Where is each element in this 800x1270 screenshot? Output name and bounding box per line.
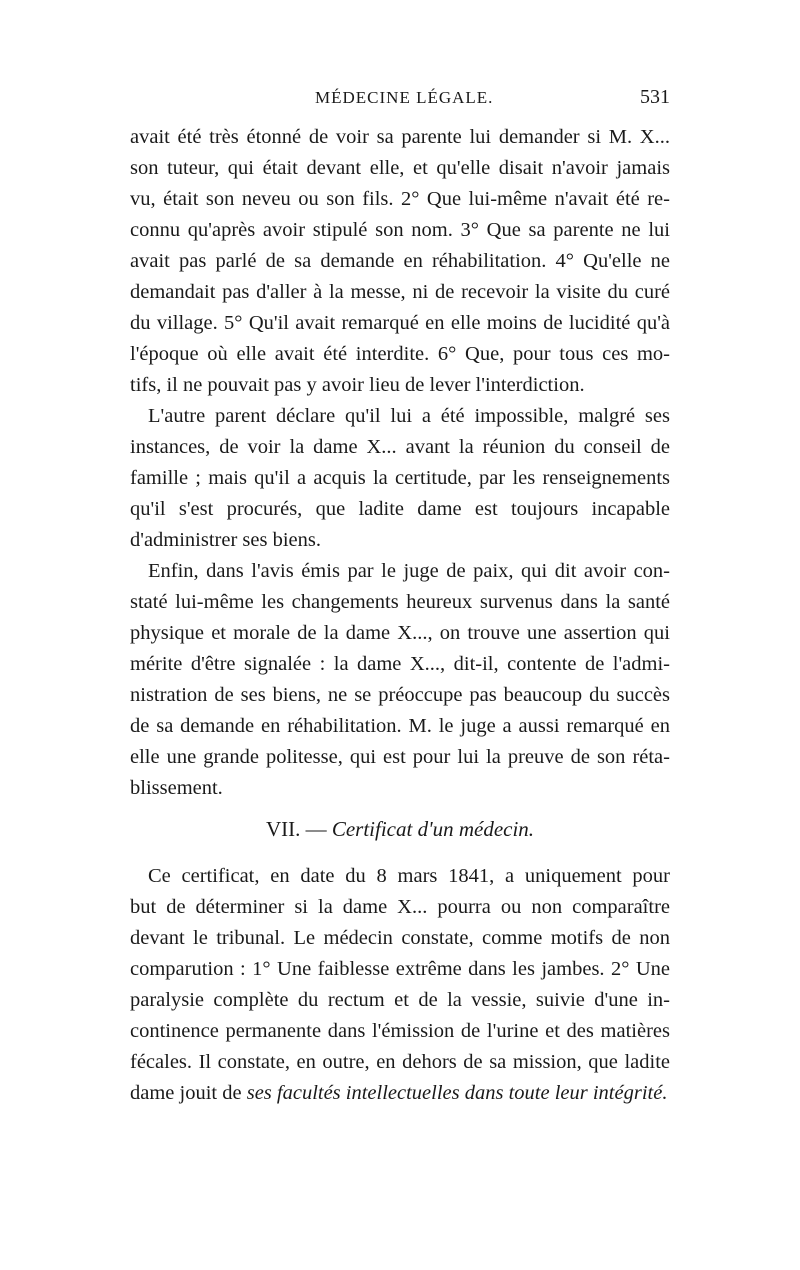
text-line: d'administrer ses biens.: [130, 529, 322, 551]
text-line: instances, de voir la dame X... avant la réunion du conseil de: [130, 436, 670, 458]
section-number: VII. —: [265, 817, 332, 841]
text-line: but de déterminer si la dame X... pourra ou non comparaître: [130, 896, 670, 918]
paragraph-tutor-testimony: [130, 122, 670, 401]
text-line: paralysie complète du rectum et de la vessie, suivie d'une in-: [130, 989, 670, 1011]
text-line: qu'il s'est procurés, que ladite dame est toujours incapable: [130, 498, 670, 520]
text-line: elle une grande politesse, qui est pour lui la preuve de son réta-: [130, 746, 670, 768]
text-line: Enfin, dans l'avis émis par le juge de paix, qui dit avoir con-: [148, 560, 670, 582]
text-line: demandait pas d'aller à la messe, ni de recevoir la visite du curé: [130, 281, 670, 303]
section-title: Certificat d'un médecin.: [331, 817, 535, 841]
text-line: du village. 5° Qu'il avait remarqué en elle moins de lucidité qu'à: [130, 312, 670, 334]
page-number: 531: [640, 86, 670, 108]
body-text: [130, 122, 670, 1109]
final-line-plain: dame jouit de: [130, 1082, 247, 1104]
text-line: avait pas parlé de sa demande en réhabilitation. 4° Qu'elle ne: [130, 250, 670, 272]
text-line-final: [130, 1078, 670, 1109]
running-head: [130, 88, 670, 118]
text-line: famille ; mais qu'il a acquis la certitude, par les renseignements: [130, 467, 670, 489]
text-line: blissement.: [130, 777, 223, 799]
text-line: l'époque où elle avait été interdite. 6° Que, pour tous ces mo-: [130, 343, 670, 365]
section-heading: [130, 814, 670, 845]
text-line: tifs, il ne pouvait pas y avoir lieu de lever l'interdiction.: [130, 374, 585, 396]
text-line: continence permanente dans l'émission de l'urine et des matières: [130, 1020, 670, 1042]
text-line: son tuteur, qui était devant elle, et qu'elle disait n'avoir jamais: [130, 157, 670, 179]
paragraph-other-relative: [130, 401, 670, 556]
text-line: vu, était son neveu ou son fils. 2° Que lui-même n'avait été re-: [130, 188, 670, 210]
text-line: avait été très étonné de voir sa parente lui demander si M. X...: [130, 126, 670, 148]
text-line: connu qu'après avoir stipulé son nom. 3° Que sa parente ne lui: [130, 219, 670, 241]
text-line: comparution : 1° Une faiblesse extrême dans les jambes. 2° Une: [130, 958, 670, 980]
text-line: nistration de ses biens, ne se préoccupe pas beaucoup du succès: [130, 684, 670, 706]
text-line: mérite d'être signalée : la dame X..., dit-il, contente de l'admi-: [130, 653, 670, 675]
text-line: fécales. Il constate, en outre, en dehors de sa mission, que ladite: [130, 1051, 670, 1073]
paragraph-medical-certificate: [130, 861, 670, 1109]
paragraph-justice-of-peace: [130, 556, 670, 804]
text-line: Ce certificat, en date du 8 mars 1841, a uniquement pour: [148, 865, 670, 887]
text-line: staté lui-même les changements heureux survenus dans la santé: [130, 591, 670, 613]
text-line: de sa demande en réhabilitation. M. le juge a aussi remarqué en: [130, 715, 670, 737]
running-title: MÉDECINE LÉGALE.: [315, 88, 494, 107]
text-line: physique et morale de la dame X..., on trouve une assertion qui: [130, 622, 670, 644]
final-line-italic: ses facultés intellectuelles dans toute leur intégrité.: [246, 1082, 668, 1104]
text-line: L'autre parent déclare qu'il lui a été impossible, malgré ses: [148, 405, 670, 427]
text-line: devant le tribunal. Le médecin constate, comme motifs de non: [130, 927, 670, 949]
